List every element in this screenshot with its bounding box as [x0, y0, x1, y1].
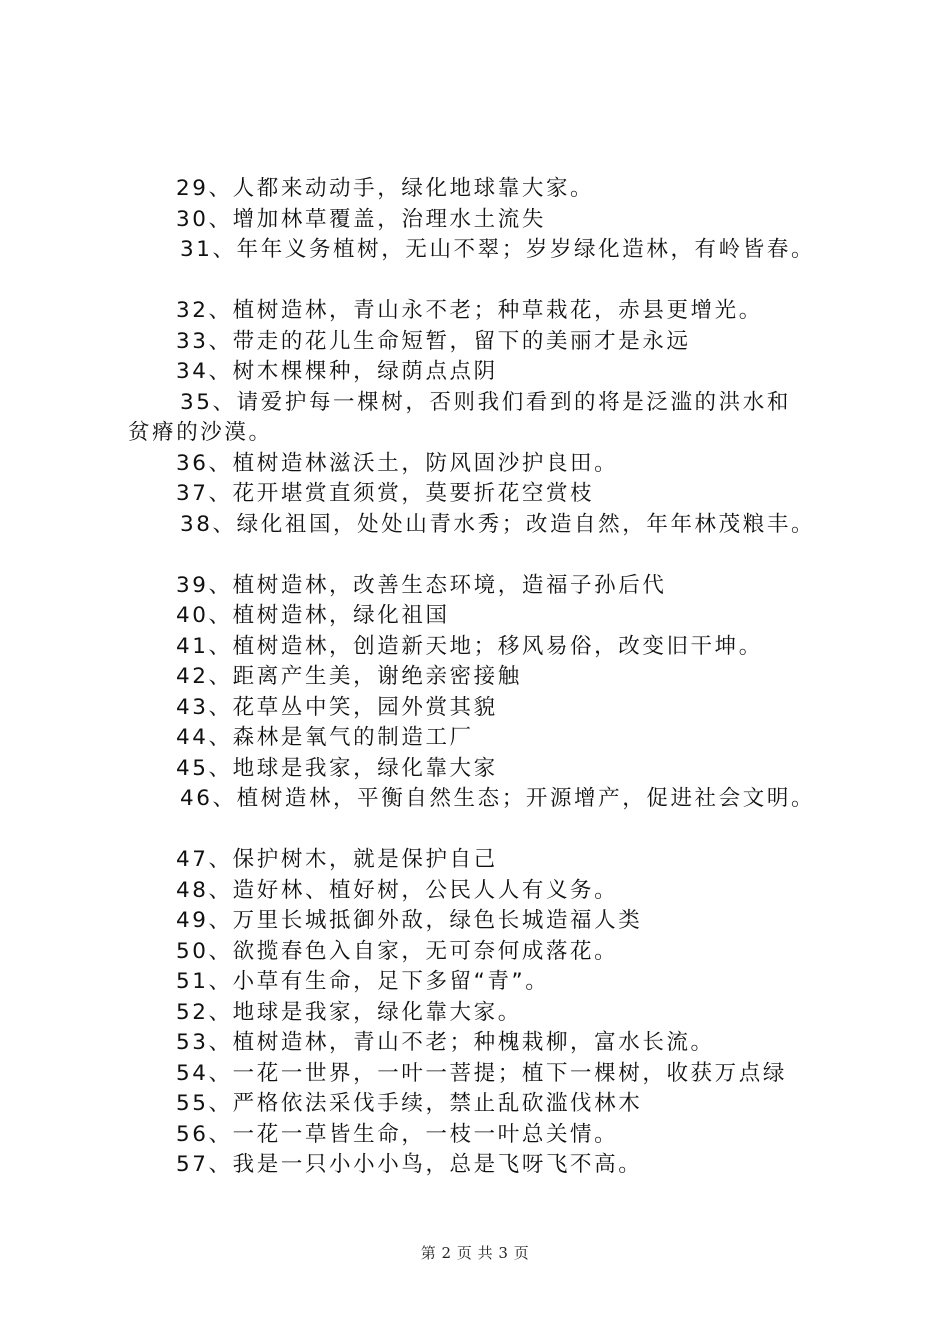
slogan-line-33: 33、带走的花儿生命短暂，留下的美丽才是永远 — [176, 328, 691, 354]
slogan-line-41: 41、植树造林，创造新天地；移风易俗，改变旧干坤。 — [176, 633, 763, 659]
slogan-line-37: 37、花开堪赏直须赏，莫要折花空赏枝 — [176, 481, 595, 506]
paragraph-gap — [0, 266, 950, 297]
slogan-line-52: 52、地球是我家，绿化靠大家。 — [176, 999, 522, 1025]
slogan-line-46: 46、植树造林，平衡自然生态；开源增产，促进社会文明。 — [180, 786, 816, 811]
slogan-line-42: 42、距离产生美，谢绝亲密接触 — [176, 664, 522, 689]
slogan-line-54: 54、一花一世界，一叶一菩提；植下一棵树，收获万点绿 — [176, 1060, 787, 1086]
slogan-line-57: 57、我是一只小小小鸟，总是飞呀飞不高。 — [176, 1152, 643, 1177]
slogan-line-36: 36、植树造林滋沃土，防风固沙护良田。 — [176, 450, 619, 476]
slogan-line-48: 48、造好林、植好树，公民人人有义务。 — [176, 877, 619, 903]
slogan-line-40: 40、植树造林，绿化祖国 — [176, 603, 450, 628]
slogan-line-32: 32、植树造林，青山永不老；种草栽花，赤县更增光。 — [176, 298, 763, 323]
slogan-line-43: 43、花草丛中笑，园外赏其貌 — [176, 694, 498, 720]
slogan-line-39: 39、植树造林，改善生态环境，造福子孙后代 — [176, 572, 667, 598]
paragraph-gap — [0, 815, 950, 846]
slogan-line-44: 44、森林是氧气的制造工厂 — [176, 725, 474, 750]
slogan-line-30: 30、增加林草覆盖，治理水土流失 — [176, 206, 546, 232]
slogan-line-35: 35、请爱护每一棵树，否则我们看到的将是泛滥的洪水和 — [180, 389, 791, 415]
slogan-line-56: 56、一花一草皆生命，一枝一叶总关情。 — [176, 1121, 619, 1147]
slogan-line-51: 51、小草有生命，足下多留“青”。 — [176, 969, 550, 994]
slogan-line-45: 45、地球是我家，绿化靠大家 — [176, 755, 498, 781]
slogan-line-38: 38、绿化祖国，处处山青水秀；改造自然，年年林茂粮丰。 — [180, 511, 816, 537]
slogan-list — [0, 174, 950, 1181]
slogan-line-31: 31、年年义务植树，无山不翠；岁岁绿化造林，有岭皆春。 — [180, 237, 816, 262]
slogan-line-29: 29、人都来动动手，绿化地球靠大家。 — [176, 176, 595, 201]
slogan-line-47: 47、保护树木，就是保护自己 — [176, 847, 498, 872]
slogan-line-50: 50、欲揽春色入自家，无可奈何成落花。 — [176, 938, 619, 964]
slogan-line-49: 49、万里长城抵御外敌，绿色长城造福人类 — [176, 908, 643, 933]
page-footer: 第 2 页 共 3 页 — [420, 1244, 530, 1262]
slogan-line-34: 34、树木棵棵种，绿荫点点阴 — [176, 359, 498, 384]
paragraph-gap — [0, 540, 950, 571]
slogan-line-53: 53、植树造林，青山不老；种槐栽柳，富水长流。 — [176, 1030, 715, 1055]
slogan-line-35-continued: 贫瘠的沙漠。 — [128, 420, 273, 445]
slogan-line-55: 55、严格依法采伐手续，禁止乱砍滥伐林木 — [176, 1091, 643, 1116]
